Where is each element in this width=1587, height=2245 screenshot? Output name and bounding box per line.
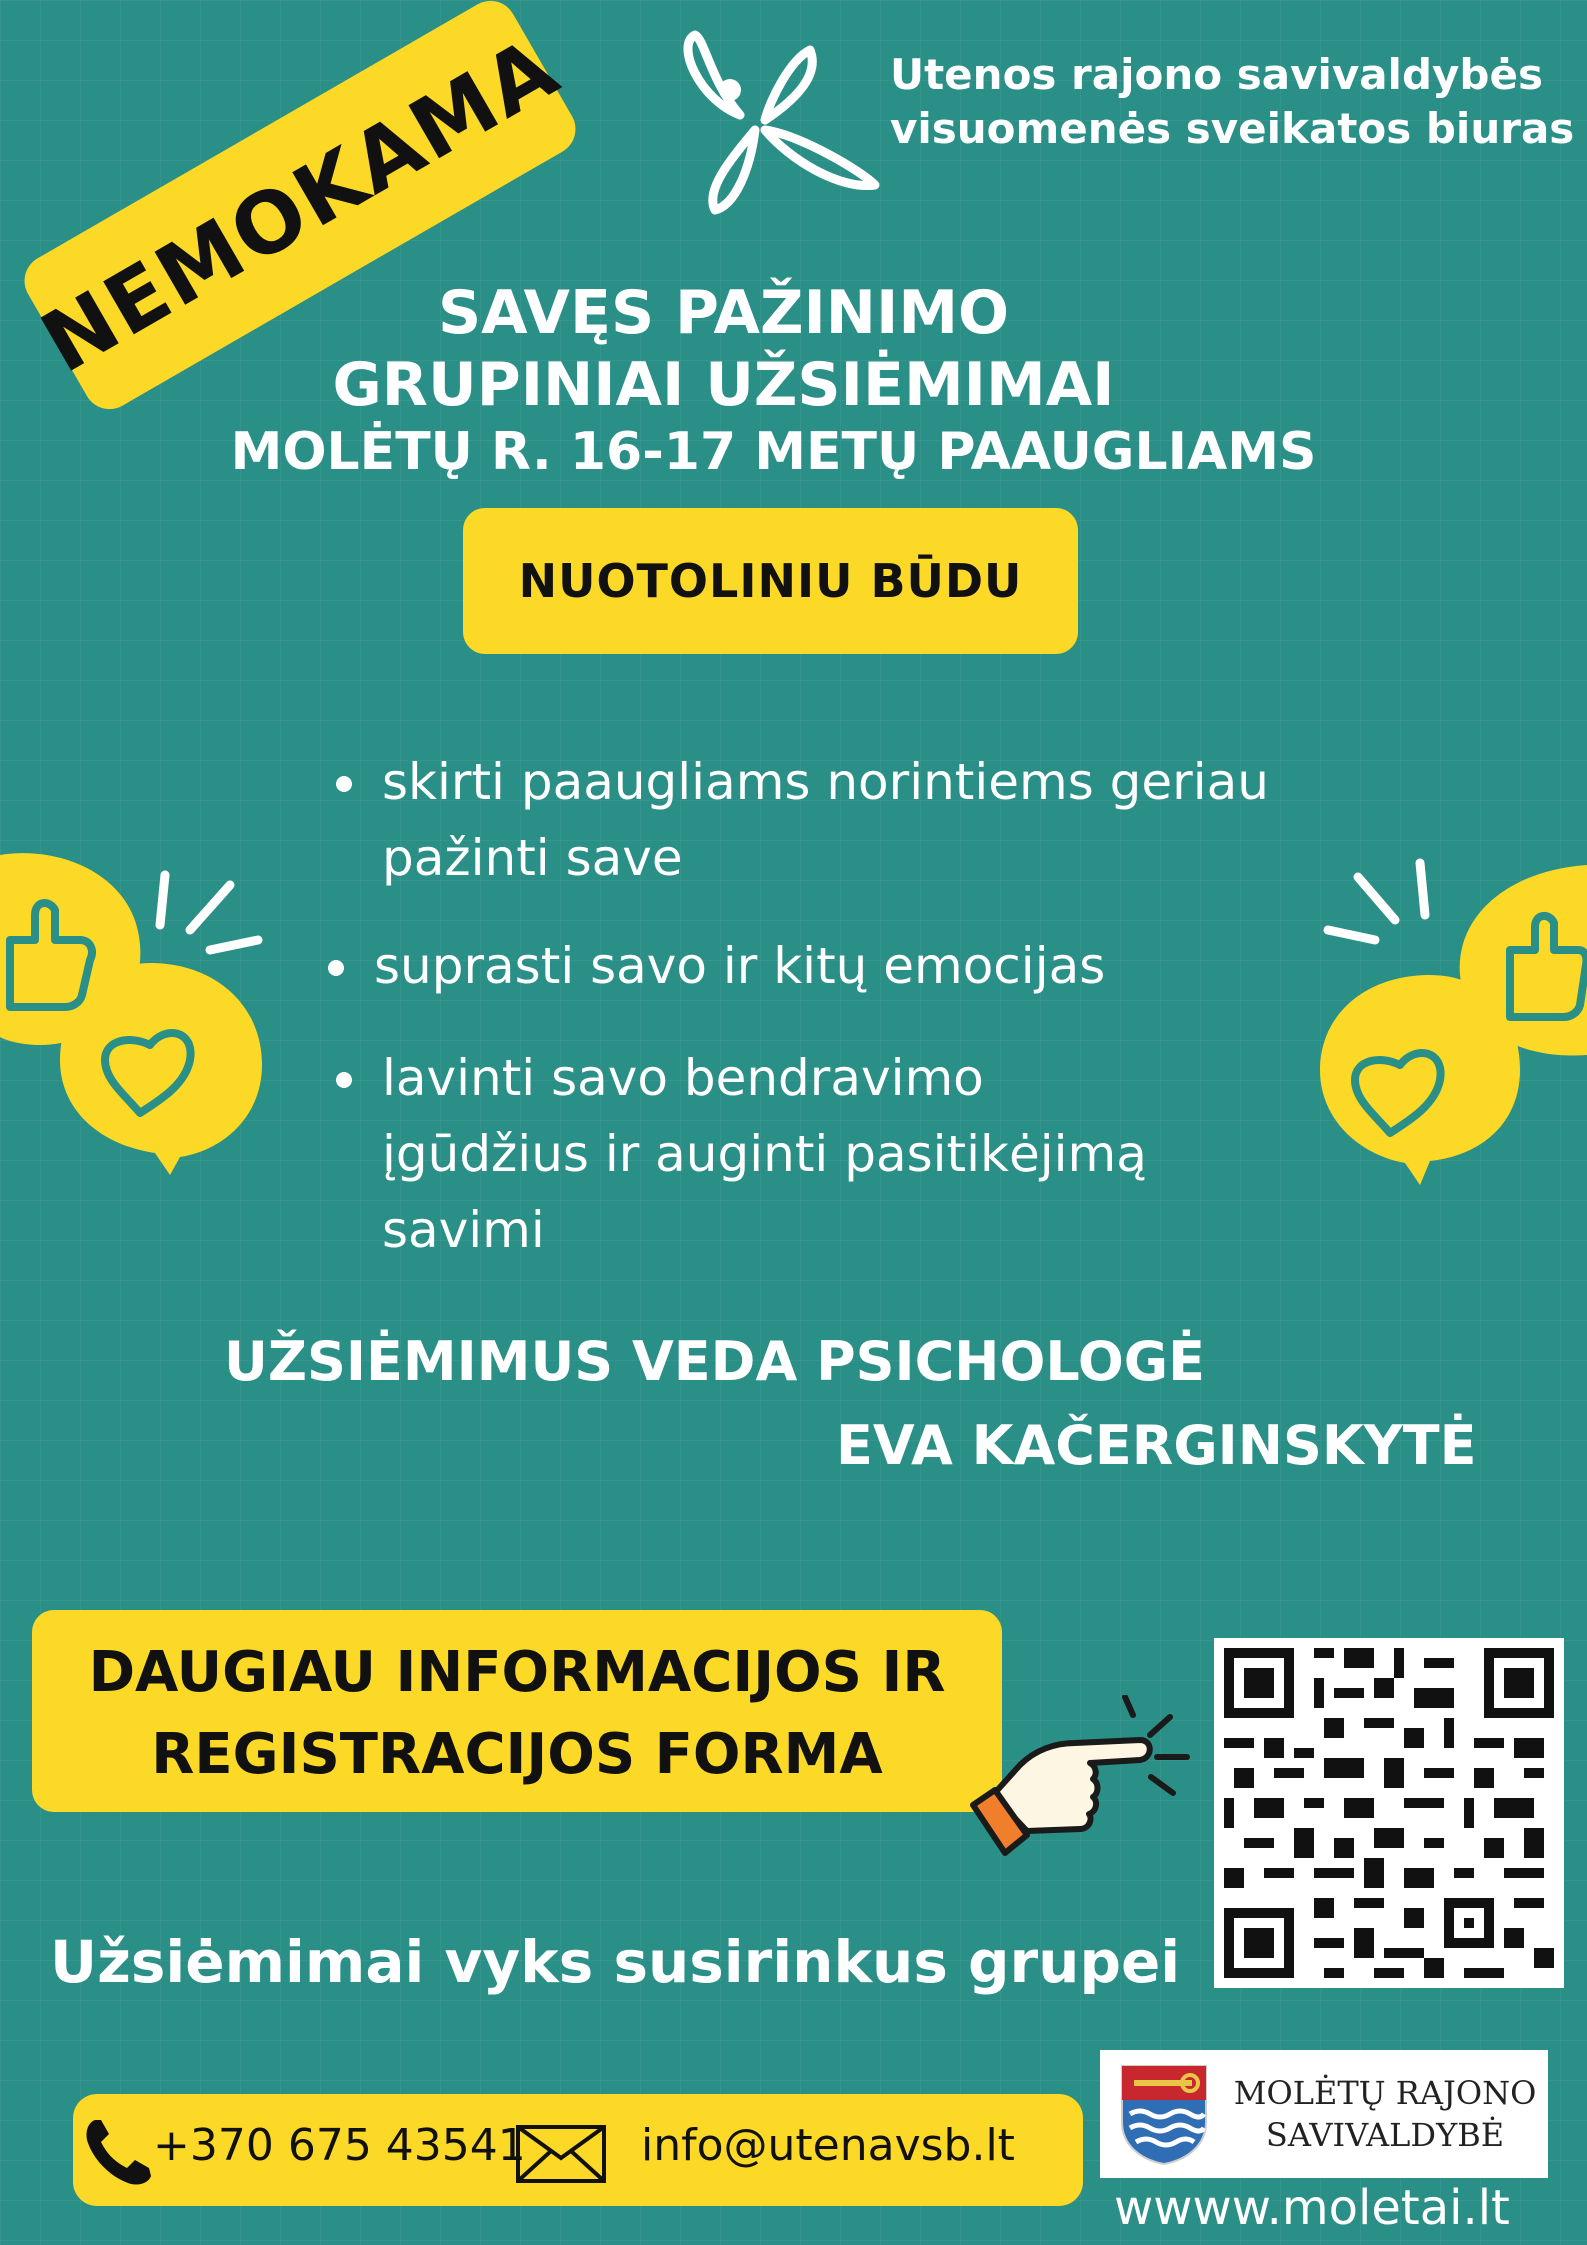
municipality-name-line1: MOLĖTŲ RAJONO bbox=[1233, 2074, 1537, 2112]
bullet-1-line2: pažinti save bbox=[382, 829, 683, 887]
bullet-item-1 bbox=[382, 744, 1442, 896]
qr-code-icon[interactable] bbox=[1214, 1638, 1564, 1988]
envelope-icon bbox=[515, 2124, 607, 2184]
free-badge-label: NEMOKAMA bbox=[25, 18, 575, 392]
bullet-3-line1: lavinti savo bendravimo bbox=[382, 1049, 984, 1107]
pointing-hand-icon bbox=[965, 1695, 1205, 1875]
phone-number[interactable]: +370 675 43541 bbox=[153, 2120, 526, 2171]
schedule-note: Užsiėmimai vyks susirinkus grupei bbox=[50, 1928, 1181, 1996]
headline-line3: MOLĖTŲ R. 16-17 METŲ PAAUGLIAMS bbox=[230, 422, 1317, 482]
bullet-item-3 bbox=[382, 1040, 1382, 1268]
municipality-card bbox=[1100, 2050, 1548, 2178]
organization-name bbox=[890, 48, 1575, 156]
bullet-dot bbox=[336, 1072, 352, 1088]
logo-figure-icon bbox=[670, 20, 890, 225]
organization-name-line1: Utenos rajono savivaldybės bbox=[890, 50, 1543, 99]
phone-icon bbox=[83, 2116, 153, 2188]
contact-bar bbox=[73, 2094, 1083, 2206]
bullet-3-line3: savimi bbox=[382, 1201, 545, 1259]
info-line2: REGISTRACIJOS FORMA bbox=[151, 1722, 883, 1787]
municipality-name-line2: SAVIVALDYBĖ bbox=[1265, 2116, 1505, 2154]
format-label: NUOTOLINIU BŪDU bbox=[518, 554, 1023, 608]
info-line1: DAUGIAU INFORMACIJOS IR bbox=[88, 1640, 946, 1705]
website-link[interactable]: wwww.moletai.lt bbox=[1114, 2180, 1510, 2236]
coat-of-arms-icon bbox=[1118, 2062, 1210, 2166]
email-address[interactable]: info@utenavsb.lt bbox=[641, 2120, 1015, 2171]
bullet-dot bbox=[336, 776, 352, 792]
speaker-line2: EVA KAČERGINSKYTĖ bbox=[836, 1414, 1477, 1477]
bullet-item-2 bbox=[374, 928, 1434, 1004]
info-box[interactable] bbox=[32, 1610, 1002, 1812]
bullet-dot bbox=[328, 960, 344, 976]
municipality-name bbox=[1230, 2072, 1540, 2156]
bullet-1-line1: skirti paaugliams norintiems geriau bbox=[382, 753, 1269, 811]
sparkle-lines-icon bbox=[140, 865, 265, 960]
bullet-2-line1: suprasti savo ir kitų emocijas bbox=[374, 937, 1106, 995]
headline-line1: SAVĘS PAŽINIMO bbox=[437, 278, 1010, 348]
bullet-3-line2: įgūdžius ir auginti pasitikėjimą bbox=[382, 1125, 1147, 1183]
headline-line2: GRUPINIAI UŽSIĖMIMAI bbox=[332, 350, 1115, 420]
organization-name-line2: visuomenės sveikatos biuras bbox=[890, 104, 1575, 153]
speaker-line1: UŽSIĖMIMUS VEDA PSICHOLOGĖ bbox=[224, 1330, 1205, 1393]
format-pill bbox=[463, 508, 1078, 654]
